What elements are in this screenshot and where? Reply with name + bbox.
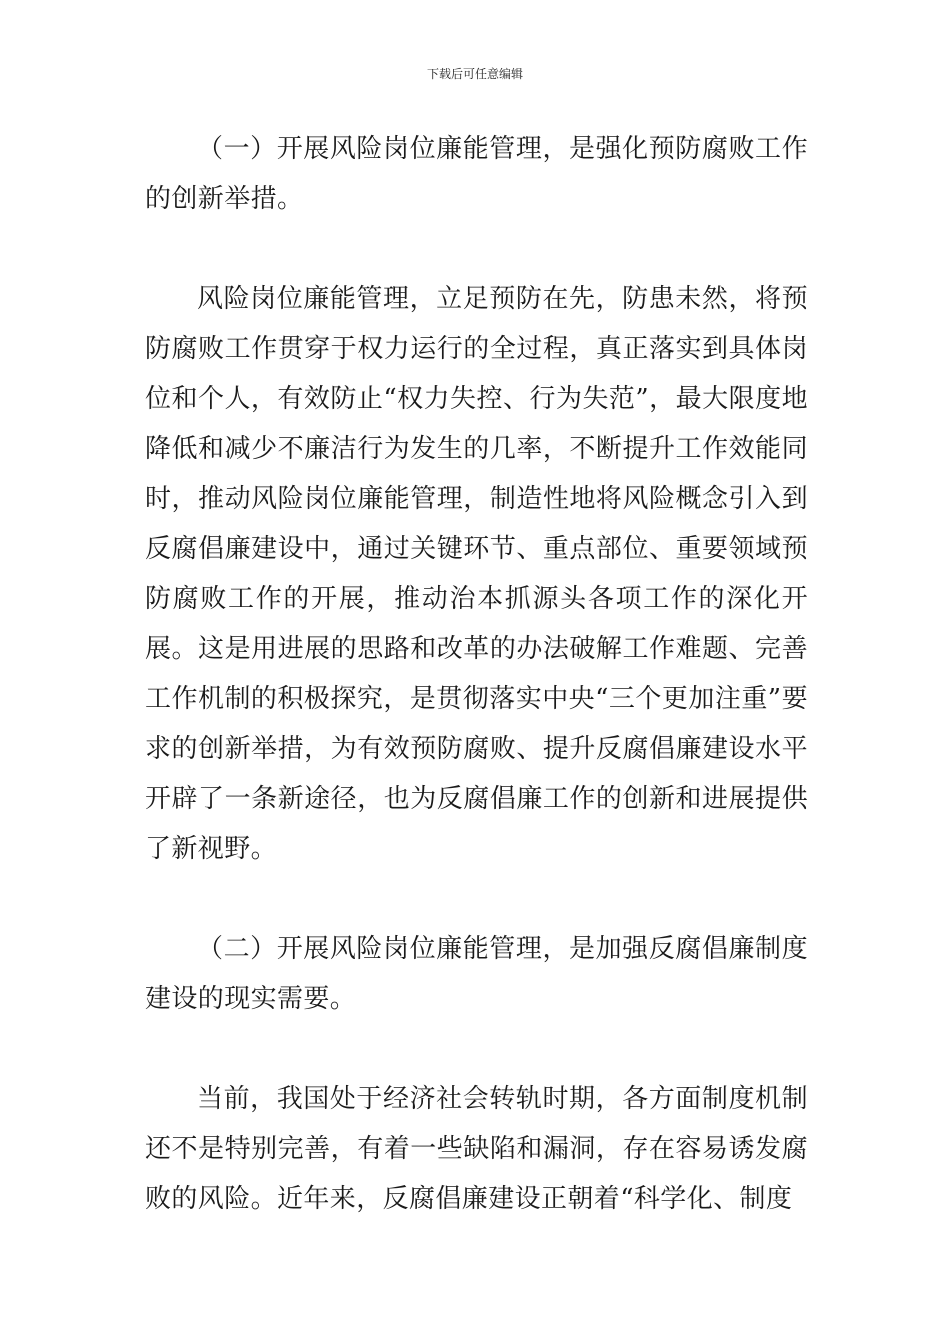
section-heading-1: （一）开展风险岗位廉能管理，是强化预防腐败工作的创新举措。 — [145, 134, 808, 214]
section-heading-2: （二）开展风险岗位廉能管理，是加强反腐倡廉制度建设的现实需要。 — [145, 934, 808, 1014]
body-paragraph-1: 风险岗位廉能管理，立足预防在先，防患未然，将预防腐败工作贯穿于权力运行的全过程，真正落实到具体岗位和个人，有效防止“权力失控、行为失范”，最大限度地降低和减少不廉洁行为发生的几率，不断提升工作效能同时，推动风险岗位廉能管理，制造性地将风险概念引入到反腐倡廉建设中，通过关键环节、重点部位、重要领域预防腐败工作的开展，推动治本抓源头各项工作的深化开展。这是用进展的思路和改革的办法破解工作难题、完善工作机制的积极探究，是贯彻落实中央“三个更加注重”要求的创新举措，为有效预防腐败、提升反腐倡廉建设水平开辟了一条新途径，也为反腐倡廉工作的创新和进展提供了新视野。 — [145, 284, 808, 864]
body-paragraph-2: 当前，我国处于经济社会转轨时期，各方面制度机制还不是特别完善，有着一些缺陷和漏洞，存在容易诱发腐败的风险。近年来，反腐倡廉建设正朝着“科学化、制度 — [145, 1084, 808, 1214]
page-header: 下载后可任意编辑 — [426, 67, 523, 81]
